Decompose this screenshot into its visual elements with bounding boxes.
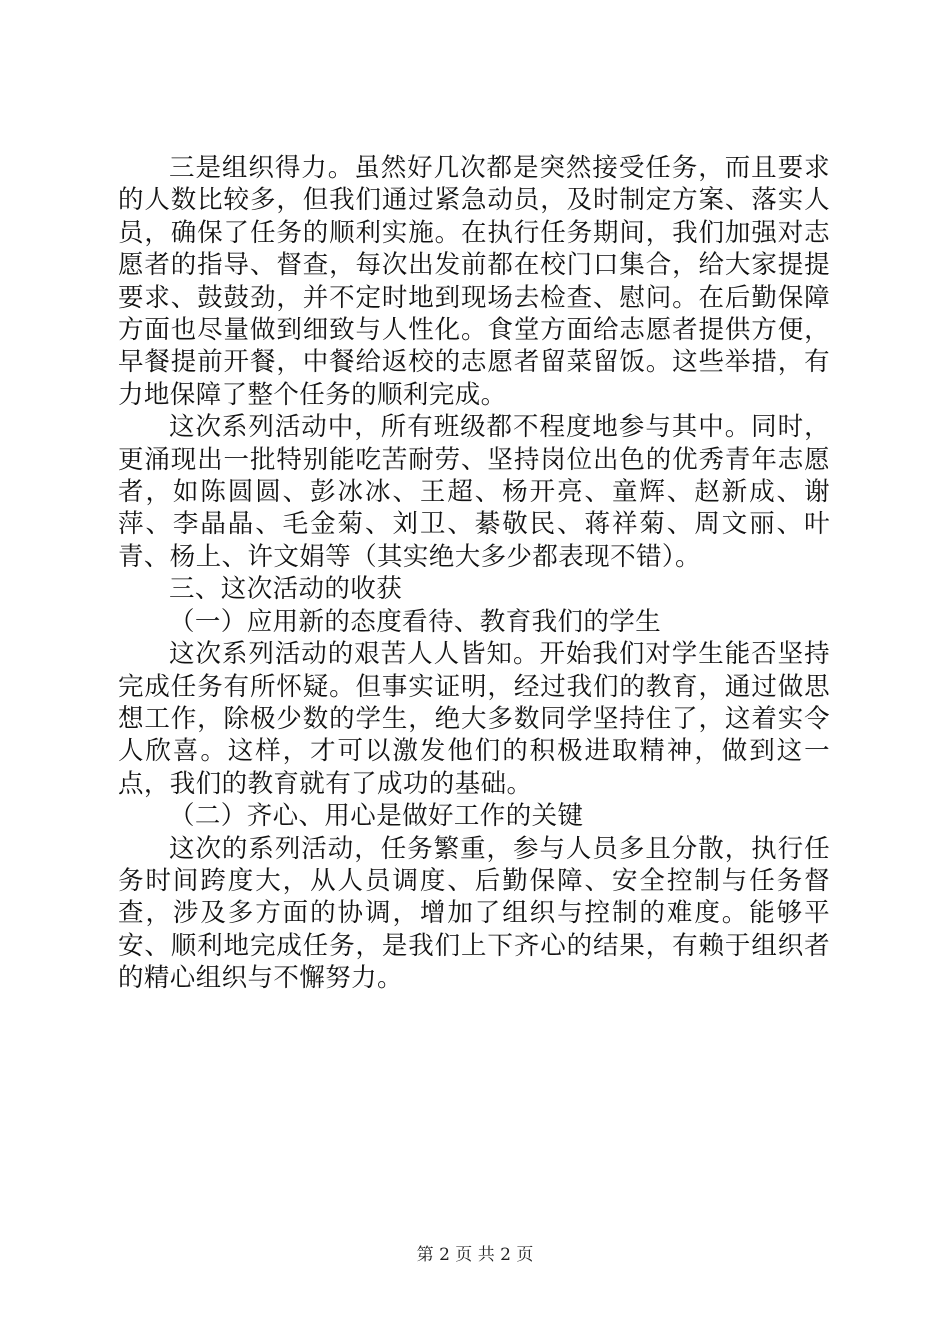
document-body [118,152,830,995]
page-number-footer: 第 2 页 共 2 页 [416,1245,534,1265]
paragraph-organization: 三是组织得力。虽然好几次都是突然接受任务，而且要求的人数比较多，但我们通过紧急动员，及时制定方案、落实人员，确保了任务的顺利实施。在执行任务期间，我们加强对志愿者的指导、督查，每次出发前都在校门口集合，给大家提提要求、鼓鼓劲，并不定时地到现场去检查、慰问。在后勤保障方面也尽量做到细致与人性化。食堂方面给志愿者提供方便，早餐提前开餐，中餐给返校的志愿者留菜留饭。这些举措，有力地保障了整个任务的顺利完成。 [118,153,830,410]
section-heading-gains: 三、这次活动的收获 [169,574,403,605]
paragraph-hardship: 这次系列活动的艰苦人人皆知。开始我们对学生能否坚持完成任务有所怀疑。但事实证明，经过我们的教育，通过做思想工作，除极少数的学生，绝大多数同学坚持住了，这着实令人欣喜。这样，才可以激发他们的积极进取精神，做到这一点，我们的教育就有了成功的基础。 [118,639,830,799]
paragraph-coordination: 这次的系列活动，任务繁重，参与人员多且分散，执行任务时间跨度大，从人员调度、后勤保障、安全控制与任务督查，涉及多方面的协调，增加了组织与控制的难度。能够平安、顺利地完成任务，是我们上下齐心的结果，有赖于组织者的精心组织与不懈努力。 [118,833,830,994]
paragraph-participation: 这次系列活动中，所有班级都不程度地参与其中。同时，更涌现出一批特别能吃苦耐劳、坚持岗位出色的优秀青年志愿者，如陈圆圆、彭冰冰、王超、杨开亮、童辉、赵新成、谢萍、李晶晶、毛金菊、刘卫、綦敬民、蒋祥菊、周文丽、叶青、杨上、许文娟等（其实绝大多少都表现不错）。 [118,412,830,572]
subheading-attitude: （一）应用新的态度看待、教育我们的学生 [169,606,662,637]
subheading-unity: （二）齐心、用心是做好工作的关键 [169,801,584,832]
